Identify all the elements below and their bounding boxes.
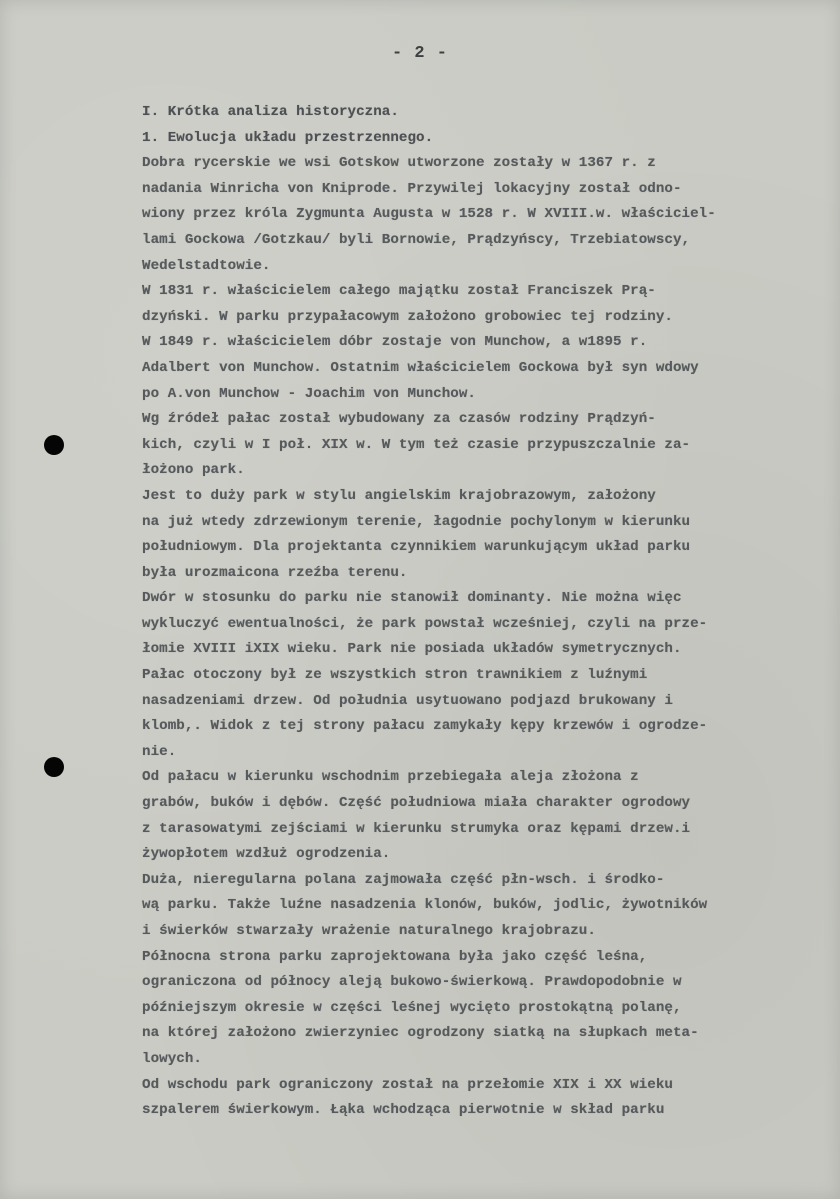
text-line: nadania Winricha von Kniprode. Przywilej lokacyjny został odno- [142, 180, 682, 197]
text-line: Dobra rycerskie we wsi Gotskow utworzone zostały w 1367 r. z [142, 155, 656, 172]
text-line: lowych. [142, 1050, 202, 1067]
text-line: południowym. Dla projektanta czynnikiem warunkującym układ parku [142, 539, 691, 556]
text-line: nie. [142, 743, 177, 760]
text-line: Adalbert von Munchow. Ostatnim właścicielem Gockowa był syn wdowy [142, 359, 699, 376]
text-line: i świerków stwarzały wrażenie naturalnego krajobrazu. [142, 923, 596, 939]
text-line: Od wschodu park ograniczony został na przełomie XIX i XX wieku [142, 1076, 673, 1093]
text-line: wiony przez króla Zygmunta Augusta w 1528 r. W XVIII.w. właściciel- [142, 206, 716, 223]
document-body [142, 100, 822, 1124]
text-line: wykluczyć ewentualności, że park powstał wcześniej, czyli na prze- [142, 615, 708, 632]
text-line: na której założono zwierzyniec ogrodzony siatką na słupkach meta- [142, 1025, 699, 1042]
text-line: szpalerem świerkowym. Łąka wchodząca pierwotnie w skład parku [142, 1102, 665, 1119]
text-line: z tarasowatymi zejściami w kierunku strumyka oraz kępami drzew.i [142, 820, 691, 837]
text-line: żywopłotem wzdłuż ogrodzenia. [142, 846, 391, 863]
text-line: W 1849 r. właścicielem dóbr zostaje von Munchow, a w1895 r. [142, 334, 648, 351]
text-line: Pałac otoczony był ze wszystkich stron trawnikiem z luźnymi [142, 667, 648, 684]
text-line: Dwór w stosunku do parku nie stanowił dominanty. Nie można więc [142, 590, 682, 607]
subsection-heading: 1. Ewolucja układu przestrzennego. [142, 129, 434, 146]
text-line: łomie XVIII iXIX wieku. Park nie posiada układów symetrycznych. [142, 641, 682, 658]
text-line: dzyński. W parku przypałacowym założono grobowiec tej rodziny. [142, 308, 673, 325]
text-line: ograniczona od północy aleją bukowo-świerkową. Prawdopodobnie w [142, 974, 682, 991]
text-line: Wedelstadtowie. [142, 257, 271, 274]
text-line: lami Gockowa /Gotzkau/ byli Bornowie, Prądzyńscy, Trzebiatowscy, [142, 231, 691, 248]
text-line: Od pałacu w kierunku wschodnim przebiegała aleja złożona z [142, 769, 639, 786]
text-line: nasadzeniami drzew. Od południa usytuowano podjazd brukowany i [142, 692, 673, 709]
text-line: łożono park. [142, 462, 245, 479]
text-line: kich, czyli w I poł. XIX w. W tym też czasie przypuszczalnie za- [142, 436, 691, 453]
text-line: po A.von Munchow - Joachim von Munchow. [142, 385, 476, 402]
text-line: klomb,. Widok z tej strony pałacu zamykały kępy krzewów i ogrodze- [142, 718, 708, 735]
text-line: późniejszym okresie w części leśnej wycięto prostokątną polanę, [142, 999, 682, 1016]
text-line: na już wtedy zdrzewionym terenie, łagodnie pochylonym w kierunku [142, 513, 691, 530]
text-line: Północna strona parku zaprojektowana była jako część leśna, [142, 948, 648, 965]
page-number: - 2 - [391, 44, 448, 63]
text-line: Jest to duży park w stylu angielskim krajobrazowym, założony [142, 487, 656, 504]
text-line: grabów, buków i dębów. Część południowa miała charakter ogrodowy [142, 795, 691, 812]
text-line: Duża, nieregularna polana zajmowała część płn-wsch. i środko- [142, 871, 665, 888]
text-line: Wg źródeł pałac został wybudowany za czasów rodziny Prądzyń- [142, 411, 656, 428]
text-line: wą parku. Także luźne nasadzenia klonów, buków, jodlic, żywotników [142, 897, 708, 914]
section-heading: I. Krótka analiza historyczna. [142, 104, 399, 120]
punch-hole [44, 435, 64, 455]
text-line: W 1831 r. właścicielem całego majątku został Franciszek Prą- [142, 283, 656, 300]
punch-hole [44, 757, 64, 777]
text-line: była urozmaicona rzeźba terenu. [142, 564, 408, 581]
